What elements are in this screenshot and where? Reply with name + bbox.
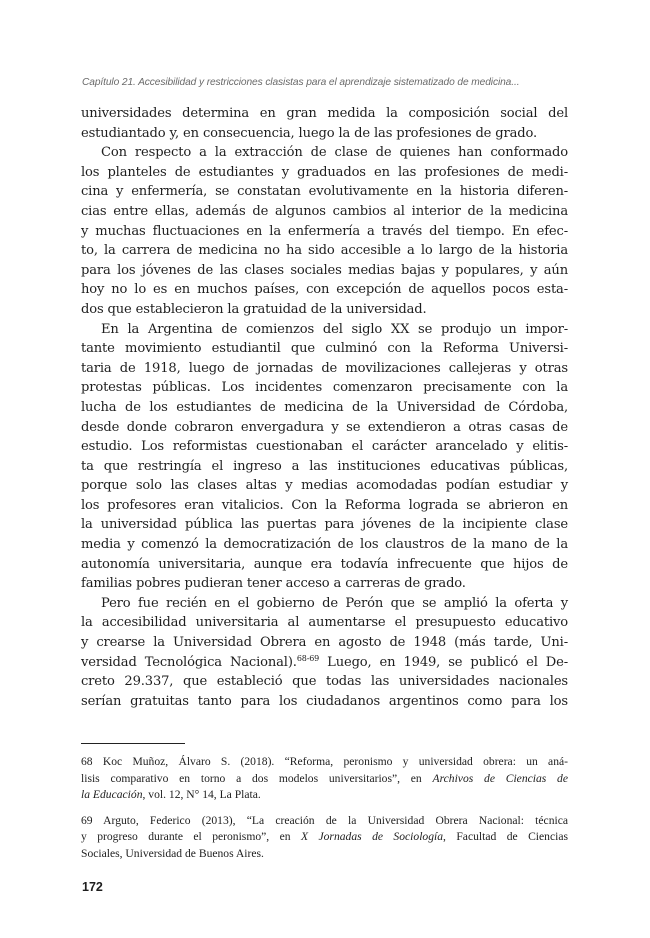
journal-title: Archivos de Ciencias de — [432, 771, 568, 785]
journal-title: la Educación — [81, 788, 143, 801]
text-line: y crearse la Universidad Obrera en agosto de 1948 (más tarde, Uni- — [81, 635, 568, 651]
text-line: serían gratuitas tanto para los ciudadanos argentinos como para los — [81, 693, 568, 709]
event-title: X Jornadas de Sociología — [300, 830, 444, 843]
text-fragment: versidad Tecnológica Nacional). — [81, 654, 297, 670]
footnotes — [81, 754, 568, 871]
text-fragment: lisis comparativo en torno a dos modelos universitarios”, en — [81, 771, 433, 785]
text-line: ta que restringía el ingreso a las instituciones educativas públicas, — [81, 458, 568, 474]
text-line: para los jóvenes de las clases sociales medias bajas y populares, y aún — [81, 262, 568, 278]
text-line: familias pobres pudieran tener acceso a carreras de grado. — [81, 576, 466, 592]
text-line: creto 29.337, que estableció que todas las universidades nacionales — [81, 674, 568, 690]
text-line: dos que establecieron la gratuidad de la universidad. — [81, 301, 427, 317]
footnote-line — [81, 771, 568, 788]
text-line: y muchas fluctuaciones en la enfermería a través del tiempo. En efec- — [81, 223, 568, 239]
text-line: tante movimiento estudiantil que culminó con la Reforma Universi- — [81, 341, 568, 357]
text-line: autonomía universitaria, aunque era todavía infrecuente que hijos de — [81, 556, 568, 572]
footnote-line: Sociales, Universidad de Buenos Aires. — [81, 846, 264, 860]
text-line: protestas públicas. Los incidentes comenzaron precisamente con la — [81, 380, 568, 396]
text-line: to, la carrera de medicina no ha sido accesible a lo largo de la historia — [81, 243, 568, 259]
text-line: los profesores eran vitalicios. Con la Reforma lograda se abrieron en — [81, 497, 568, 513]
text-line: Con respecto a la extracción de clase de quienes han conformado — [101, 145, 568, 161]
text-line: media y comenzó la democratización de los claustros de la mano de la — [81, 537, 568, 553]
footnote-reference[interactable]: 68-69 — [296, 653, 320, 663]
text-line: los planteles de estudiantes y graduados en las profesiones de medi- — [81, 164, 568, 180]
text-fragment: , Facultad de Ciencias — [443, 830, 568, 843]
page-number: 172 — [82, 880, 103, 894]
text-line: hoy no lo es en muchos países, con excepción de aquellos pocos esta- — [81, 282, 568, 298]
text-line: taria de 1918, luego de jornadas de movilizaciones callejeras y otras — [81, 360, 568, 376]
text-line: universidades determina en gran medida la composición social del — [81, 106, 568, 121]
running-head: Capítulo 21. Accesibilidad y restricciones clasistas para el aprendizaje sistematizado de medicina... — [82, 77, 520, 88]
text-line: la accesibilidad universitaria al aumentarse el presupuesto educativo — [81, 615, 568, 631]
text-line: estudiantado y, en consecuencia, luego la de las profesiones de grado. — [81, 125, 538, 141]
footnote-line: 68 Koc Muñoz, Álvaro S. (2018). “Reforma, peronismo y universidad obrera: un aná- — [81, 755, 568, 768]
footnote-69 — [81, 813, 568, 863]
text-line: cina y enfermería, se constatan evolutivamente en la historia diferen- — [81, 184, 568, 200]
footnote-line — [81, 829, 568, 846]
text-line: Pero fue recién en el gobierno de Perón que se amplió la oferta y — [101, 595, 568, 611]
text-fragment: y progreso durante el peronismo”, en — [81, 830, 301, 843]
text-line: En la Argentina de comienzos del siglo XX se produjo un impor- — [101, 321, 568, 337]
footnote-line: 69 Arguto, Federico (2013), “La creación de la Universidad Obrera Nacional: técnica — [81, 813, 568, 827]
text-line: estudio. Los reformistas cuestionaban el carácter arancelado y elitis- — [81, 439, 568, 455]
text-line: porque solo las clases altas y medias acomodadas podían estudiar y — [81, 478, 568, 494]
footnote-rule — [81, 743, 185, 744]
text-line — [81, 653, 568, 673]
text-line: lucha de los estudiantes de medicina de la Universidad de Córdoba, — [81, 399, 568, 415]
text-fragment: , vol. 12, N° 14, La Plata. — [142, 788, 261, 801]
footnote-line — [81, 787, 568, 804]
body-text — [81, 104, 568, 711]
text-line: cias entre ellas, además de algunos cambios al interior de la medicina — [81, 203, 568, 219]
text-line: desde donde cobraron envergadura y se extendieron a otras casas de — [81, 419, 568, 435]
footnote-68 — [81, 754, 568, 804]
text-fragment: Luego, en 1949, se publicó el De- — [319, 654, 568, 670]
text-line: la universidad pública las puertas para jóvenes de la incipiente clase — [81, 517, 568, 533]
